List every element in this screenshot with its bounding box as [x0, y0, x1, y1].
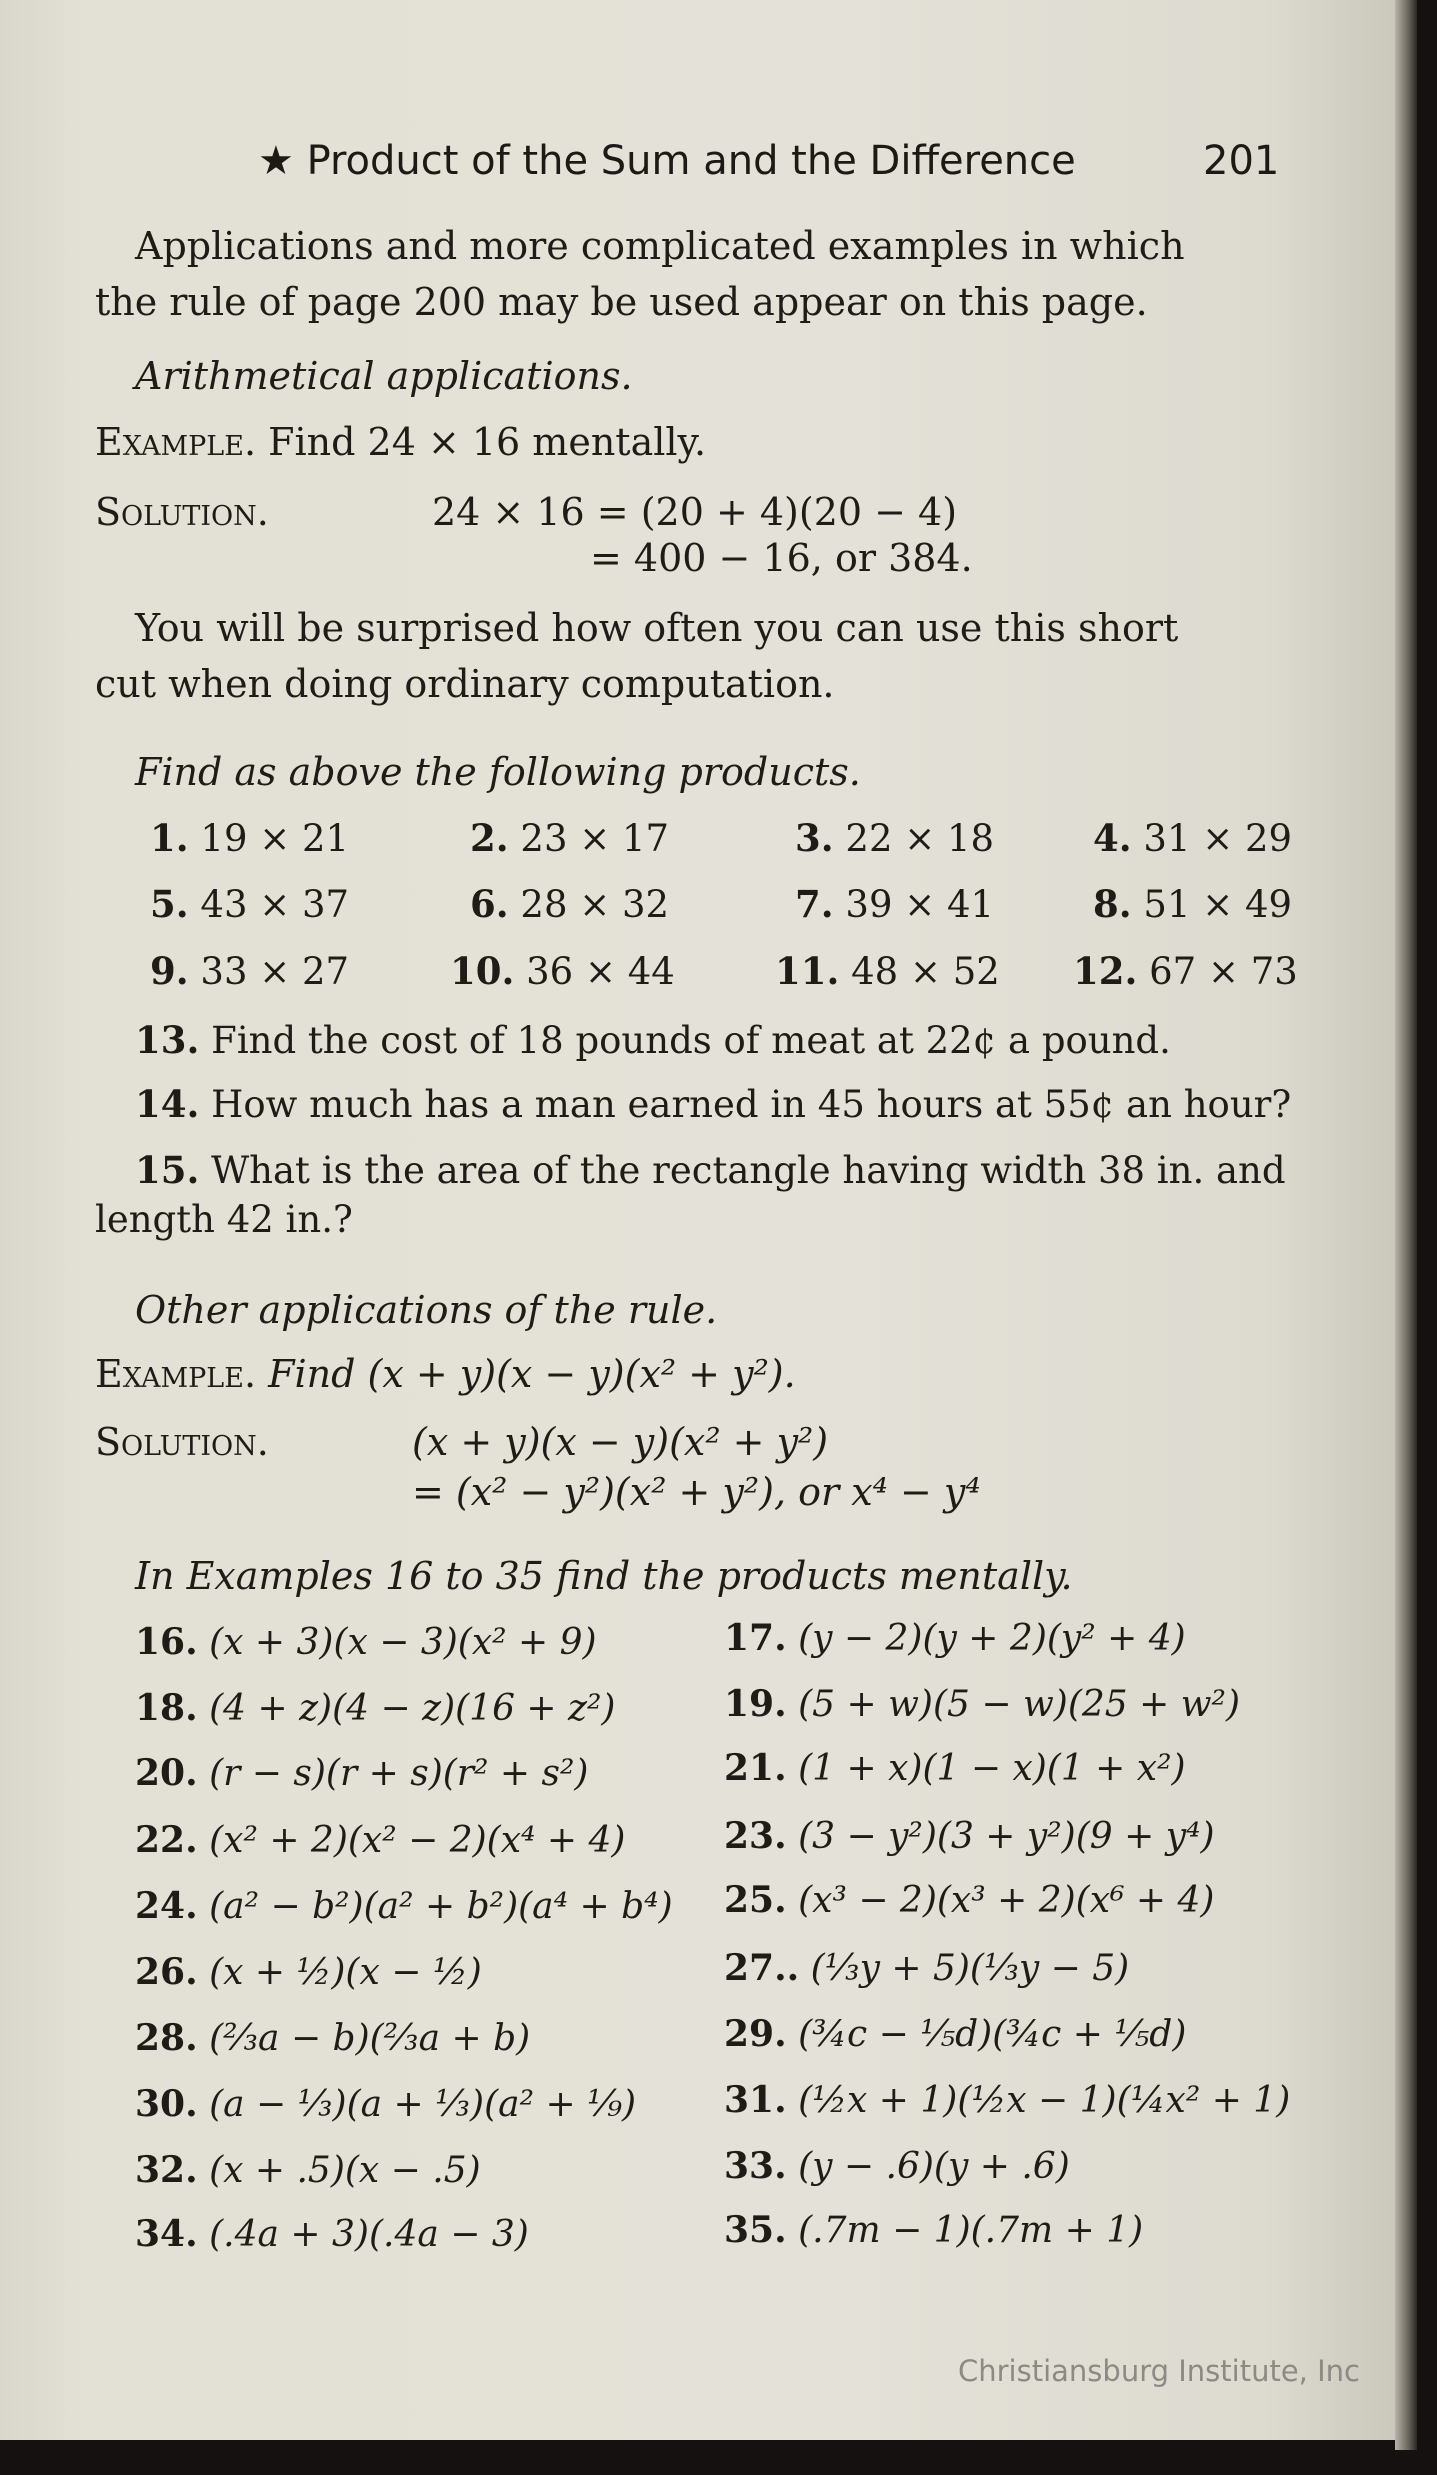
example-item: 19. (5 + w)(5 − w)(25 + w²)	[724, 1683, 1241, 1725]
other-solution-label: Solution.	[95, 1420, 269, 1464]
example-item: 33. (y − .6)(y + .6)	[724, 2145, 1070, 2187]
example-label: Example.	[95, 420, 257, 464]
other-example	[95, 1346, 796, 1402]
word-problem-13: 13. Find the cost of 18 pounds of meat at 22¢ a pound.	[135, 1018, 1171, 1062]
page-edge-shadow	[1395, 0, 1417, 2450]
other-solution-line-2: = (x² − y²)(x² + y²), or x⁴ − y⁴	[412, 1470, 981, 1514]
example-text: Find 24 × 16 mentally.	[268, 420, 707, 464]
example-item: 17. (y − 2)(y + 2)(y² + 4)	[724, 1617, 1186, 1659]
other-solution-line-1: (x + y)(x − y)(x² + y²)	[412, 1420, 829, 1464]
product-item: 12. 67 × 73	[1073, 949, 1298, 993]
example-item: 35. (.7m − 1)(.7m + 1)	[724, 2209, 1144, 2251]
arith-solution-line-1: 24 × 16 = (20 + 4)(20 − 4)	[432, 490, 958, 534]
product-item: 5. 43 × 37	[150, 882, 350, 926]
example-item: 28. (⅔a − b)(⅔a + b)	[135, 2017, 531, 2059]
example-item: 21. (1 + x)(1 − x)(1 + x²)	[724, 1747, 1186, 1789]
page-number: 201	[1203, 138, 1280, 184]
find-heading: Find as above the following products.	[135, 750, 861, 794]
example-item: 24. (a² − b²)(a² + b²)(a⁴ + b⁴)	[135, 1885, 673, 1927]
product-item: 9. 33 × 27	[150, 949, 350, 993]
arith-heading: Arithmetical applications.	[135, 354, 633, 398]
word-problem-15-cont: length 42 in.?	[95, 1198, 353, 1241]
running-head-title: ★ Product of the Sum and the Difference	[258, 138, 1076, 184]
example-item: 18. (4 + z)(4 − z)(16 + z²)	[135, 1687, 616, 1729]
example-item: 23. (3 − y²)(3 + y²)(9 + y⁴)	[724, 1815, 1215, 1857]
product-item: 10. 36 × 44	[450, 949, 675, 993]
arith-solution-line-2: = 400 − 16, or 384.	[590, 536, 973, 580]
watermark: Christiansburg Institute, Inc	[958, 2354, 1360, 2388]
example-item: 26. (x + ½)(x − ½)	[135, 1951, 482, 1993]
word-problem-14: 14. How much has a man earned in 45 hours at 55¢ an hour?	[135, 1082, 1292, 1126]
example-item: 16. (x + 3)(x − 3)(x² + 9)	[135, 1621, 597, 1663]
product-item: 11. 48 × 52	[775, 949, 1000, 993]
examples-heading: In Examples 16 to 35 find the products mentally.	[135, 1554, 1073, 1598]
word-problem-15: 15. What is the area of the rectangle having width 38 in. and	[135, 1148, 1286, 1192]
product-item: 4. 31 × 29	[1093, 816, 1293, 860]
example-item: 29. (¾c − ⅕d)(¾c + ⅕d)	[724, 2013, 1187, 2055]
arith-example	[95, 414, 706, 470]
product-item: 2. 23 × 17	[470, 816, 670, 860]
example-item: 27.. (⅓y + 5)(⅓y − 5)	[724, 1947, 1130, 1989]
example-item: 22. (x² + 2)(x² − 2)(x⁴ + 4)	[135, 1819, 626, 1861]
example-item: 20. (r − s)(r + s)(r² + s²)	[135, 1752, 589, 1794]
product-item: 7. 39 × 41	[795, 882, 995, 926]
example-item: 31. (½x + 1)(½x − 1)(¼x² + 1)	[724, 2079, 1291, 2121]
example-text: Find (x + y)(x − y)(x² + y²).	[268, 1352, 796, 1396]
other-heading: Other applications of the rule.	[135, 1288, 718, 1332]
example-item: 25. (x³ − 2)(x³ + 2)(x⁶ + 4)	[724, 1879, 1215, 1921]
example-item: 30. (a − ⅓)(a + ⅓)(a² + ⅑)	[135, 2083, 637, 2125]
intro-line-2: the rule of page 200 may be used appear on this page.	[95, 280, 1148, 324]
example-label: Example.	[95, 1352, 257, 1396]
example-item: 34. (.4a + 3)(.4a − 3)	[135, 2213, 529, 2255]
product-item: 1. 19 × 21	[150, 816, 350, 860]
product-item: 3. 22 × 18	[795, 816, 995, 860]
product-item: 8. 51 × 49	[1093, 882, 1293, 926]
shortcut-line-2: cut when doing ordinary computation.	[95, 662, 835, 706]
example-item: 32. (x + .5)(x − .5)	[135, 2149, 481, 2191]
shortcut-line-1: You will be surprised how often you can use this short	[135, 606, 1179, 650]
intro-line-1: Applications and more complicated examples in which	[135, 224, 1185, 268]
product-item: 6. 28 × 32	[470, 882, 670, 926]
arith-solution-label: Solution.	[95, 490, 269, 534]
